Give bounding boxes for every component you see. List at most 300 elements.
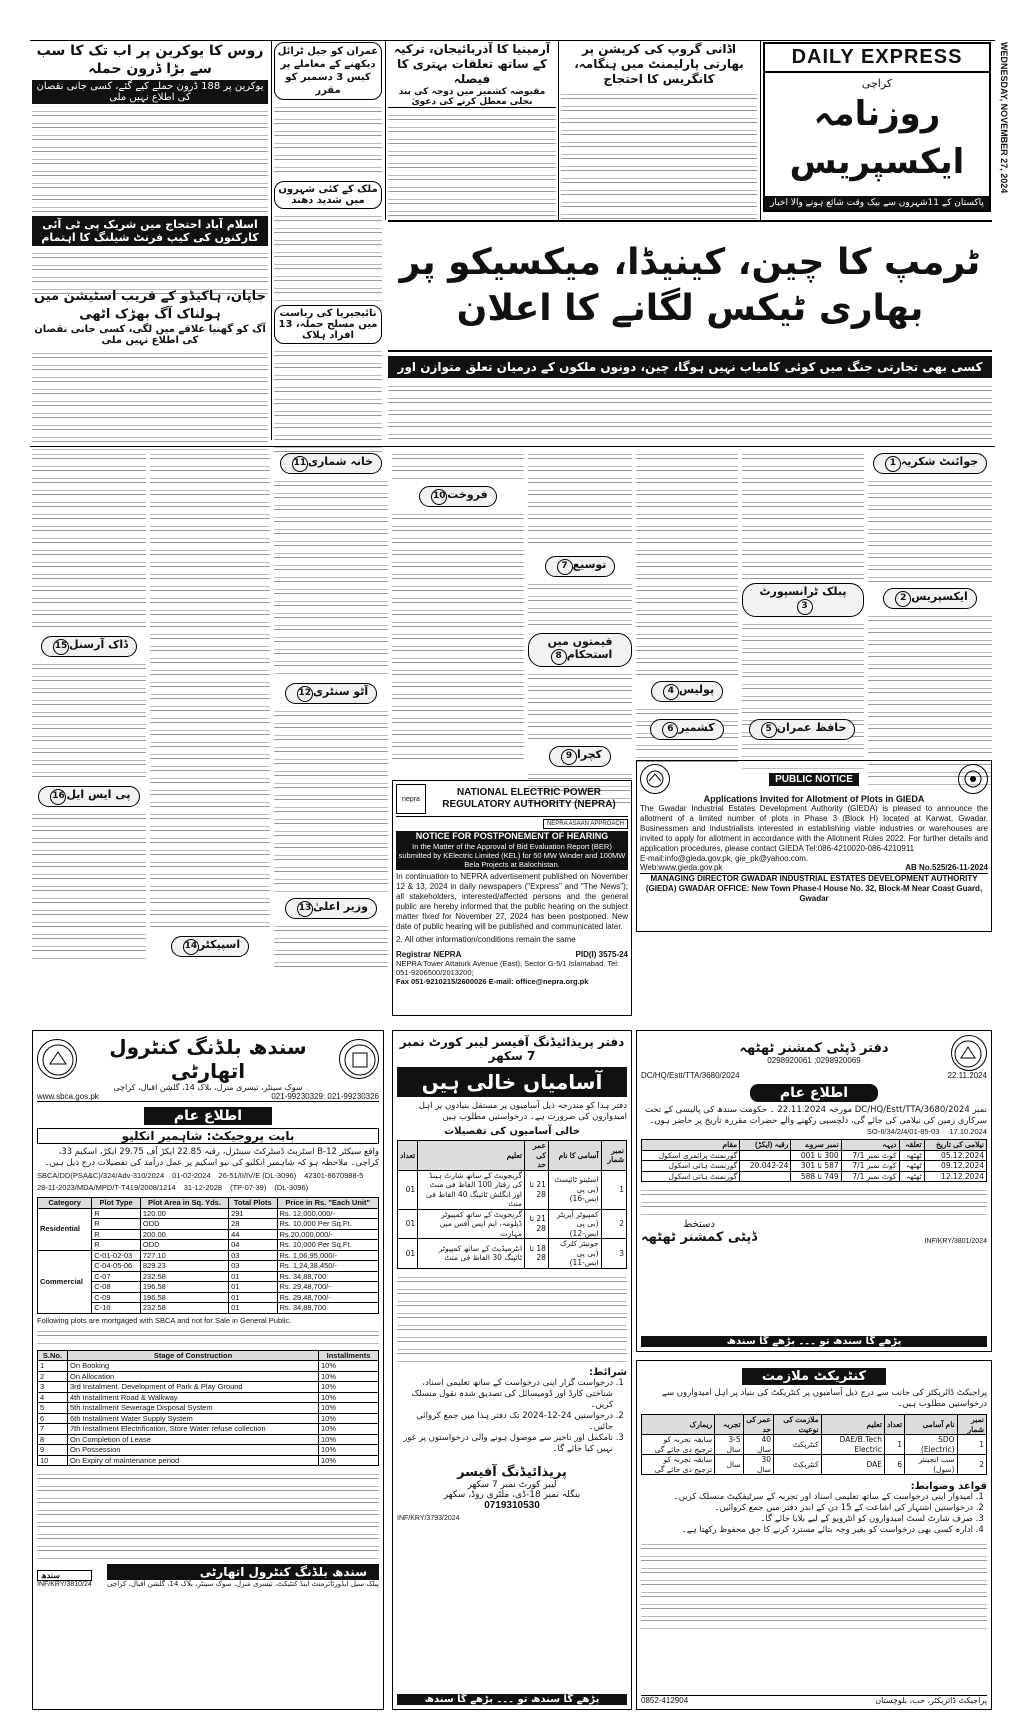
table-cell: 1 [601,1170,626,1209]
thatta-signature: دستخط [683,1219,715,1230]
table-cell: 21 تا 28 [525,1209,549,1239]
table-cell: ٹھٹھہ [899,1161,924,1172]
category-cell: Commercial [38,1250,92,1313]
sbca-notice: اطلاع عام [144,1107,272,1125]
table-cell: Rs.20,000,000/- [277,1229,379,1240]
section-rule [30,446,995,447]
table-cell: 727.10 [140,1250,228,1261]
contract-jobs-ad [636,1360,992,1710]
table-cell: 749 تا 588 [791,1171,841,1182]
table-cell: کنٹریکٹ [774,1435,822,1455]
body-text [32,810,146,960]
table-cell [740,1150,791,1161]
nepra-notice: NOTICE FOR POSTPONEMENT OF HEARING [396,831,628,841]
body-text [742,450,864,580]
body-text [868,477,992,582]
table-header: تعلیم [821,1415,884,1435]
sbca-phone: 021-99230329: 021-99230326 [271,1092,379,1101]
sbca-inf: INF/KRY/3810/24 [37,1581,92,1588]
table-cell: On Expiry of maintenance period [68,1455,319,1466]
table-header: ملازمت کی نوعیت [774,1415,822,1435]
body-text [392,510,524,765]
nepra-pid: PID(I) 3575-24 [575,950,628,959]
table-cell: 3-5 سال [715,1435,743,1455]
continuation-column [274,450,388,967]
body-text [150,450,270,930]
subhead: آگ کو گھنیا علاقے میں لگی، کسی جانی نقصان کی اطلاع نہیں ملی [34,324,266,346]
table-cell: کمپیوٹر آپریٹر (بی پی ایس-12) [548,1209,601,1239]
contract-title: کنٹریکٹ ملازمت [742,1368,886,1385]
table-cell: On Booking [68,1361,319,1372]
table-cell: Rs. 10,000 Per Sq.Ft. [277,1240,379,1251]
table-cell: گریجویٹ کے ساتھ کمپیوٹر ڈپلومہ، ایم ایس آفس میں مہارت [418,1209,525,1239]
table-cell: SDO (Electric) [905,1435,958,1455]
table-cell: Rs. 34,88,700 [277,1303,379,1314]
table-row [398,1209,627,1239]
table-cell: C-10 [92,1303,141,1314]
sbca-ref-codes [37,1171,379,1193]
gieda-logo-icon [640,764,670,794]
table-cell: 196.58 [140,1292,228,1303]
table-header: نیلامی کی تاریخ [924,1140,986,1151]
sukkur-intro: دفتر ہذا کو مندرجہ ذیل آسامیوں پر مستقل بنیادوں پر اہل امیدواروں کی ضرورت ہے۔ درخواستیں مطلوب ہیں [418,1101,627,1122]
table-cell [740,1171,791,1182]
continuation-label: قیمتوں میں استحکام8 [528,633,632,667]
table-cell: Rs. 1,24,38,450/- [277,1261,379,1272]
table-cell: 2 [38,1371,68,1382]
table-cell: 18 تا 28 [525,1239,549,1269]
table-cell: R [92,1219,141,1230]
masthead-tagline: پاکستان کے 11شہروں سے بیک وقت شائع ہونے والا اخبار [765,196,989,210]
table-cell: ODD [140,1240,228,1251]
table-cell: C-09 [92,1292,141,1303]
table-header: رقبہ (ایکڑ) [740,1140,791,1151]
table-row [38,1208,379,1219]
sbca-web: www.sbca.gos.pk [37,1092,99,1101]
body-text [397,1273,627,1363]
thatta-date: 22.11.2024 [947,1071,987,1080]
body-text [388,111,556,221]
gieda-ab-no: AB No.525/26-11-2024 [905,863,988,872]
lead-body-text [388,382,992,442]
table-cell: 1 [38,1361,68,1372]
table-cell: 7 [38,1424,68,1435]
sukkur-details-title: خالی آسامیوں کی تفصیلات [444,1126,580,1137]
table-cell: 232.58 [140,1271,228,1282]
ref-code: SBCA/DD(PSA&C)/324/Adv-310/2024 [37,1171,165,1180]
continuation-label: پولیس4 [651,681,723,702]
story-adani [561,42,757,220]
table-row [398,1170,627,1209]
gieda-notice [636,760,992,932]
thatta-phone: 0298920069; 0298920061 [767,1056,861,1065]
sukkur-conditions [397,1378,627,1455]
rule-item: 2. درخواستیں اشتہار کی اشاعت کے 15 دن کے اندر دفتر میں جمع کروائیں۔ [641,1503,973,1514]
ref-code: (TP-07-39) [230,1183,267,1192]
body-text [37,1327,379,1347]
sbca-body: واقع سیکٹر 12-B اسٹریٹ ڈسٹرکٹ سینٹرل، رقبہ 22.85 ایکڑ آف 29.75 ایکڑ، اسکیم 33، کراچی۔ ملاحظہ ہو کہ شاہمیر انکلیو کی نیو اسکیم پر عمل درآمد کی تفصیلات درج ذیل ہیں۔ [44,1147,379,1168]
thatta-auction-table [641,1139,987,1182]
subhead: مقبوضہ کشمیر میں ذوجہ کی بند بجلی معطل کرنے کی دعویٰ [388,87,556,108]
table-cell: 10% [319,1455,379,1466]
table-header: Stage of Construction [68,1350,319,1361]
continuation-column [868,450,992,787]
contract-rules-title: قواعد وضوابط: [910,1481,987,1492]
table-row [38,1382,379,1393]
sbca-installment-table [37,1350,379,1467]
table-cell: Rs. 29,48,700/- [277,1282,379,1293]
table-cell: انٹرمیڈیٹ کے ساتھ کمپیوٹر ٹائپنگ 30 الفاظ فی منٹ [418,1239,525,1269]
table-row [38,1392,379,1403]
table-header: ریمارک [642,1415,715,1435]
headline: نائیجیریا کی ریاست میں مسلح حملہ، 13 افراد ہلاک [274,305,382,344]
table-cell: گورنمنٹ پرائمری اسکول [642,1150,740,1161]
table-header: Category [38,1198,92,1209]
table-row [38,1403,379,1414]
sbca-ad [32,1030,384,1710]
table-cell: 01 [229,1282,277,1293]
table-cell: 21 تا 28 [525,1170,549,1209]
continuation-column [528,450,632,808]
table-cell: 6 [38,1413,68,1424]
table-cell: 01 [398,1239,418,1269]
table-cell: کوٹ نمبر 7/1 [841,1171,899,1182]
lead-headline: ٹرمپ کا چین، کینیڈا، میکسیکو پر بھاری ٹیکس لگانے کا اعلان [399,242,981,329]
thatta-ref-codes [641,1127,987,1136]
table-cell: سابقہ تجربہ کو ترجیح دی جائے گی [642,1435,715,1455]
table-cell: 05.12.2024 [924,1150,986,1161]
ref-code: 01-02-2024 [172,1171,211,1180]
sukkur-phone: 0719310530 [484,1499,540,1511]
table-row [642,1455,987,1475]
table-header: دیہہ [841,1140,899,1151]
table-header: Price in Rs. "Each Unit" [277,1198,379,1209]
rule-item: 4. ادارہ کسی بھی درخواست کو بغیر وجہ بتائے مسترد کرنے کا حق محفوظ رکھتا ہے۔ [641,1525,973,1536]
table-cell: 196.58 [140,1282,228,1293]
table-cell: C-04-05-06 [92,1261,141,1272]
sindh-emblem-icon [37,1039,77,1079]
issue-date: WEDNESDAY, NOVEMBER 27, 2024 [999,42,1009,194]
body-text [274,103,382,178]
masthead-title-ur: روزنامہ ایکسپریس [789,94,965,182]
continuation-label: پبلک ٹرانسپورٹ3 [742,583,864,617]
condition-item: 1. درخواست گزار اپنی درخواست کے ساتھ تعلیمی اسناد، شناختی کارڈ اور ڈومیسائل کی تصدیق شدہ نقول منسلک کریں۔ [397,1378,613,1411]
table-row [38,1424,379,1435]
table-cell: On Completion of Lease [68,1434,319,1445]
table-row [38,1445,379,1456]
table-row [642,1435,987,1455]
table-cell: Rs. 10,000 Per Sq.Ft. [277,1219,379,1230]
body-text [37,1470,379,1560]
table-cell: 30 سال [743,1455,773,1475]
table-cell: R [92,1229,141,1240]
gieda-footer: MANAGING DIRECTOR GWADAR INDUSTRIAL ESTATES DEVELOPMENT AUTHORITY (GIEDA) GWADAR OFFICE: New Town Phase-I House No. 32, Block-M Near Coast Guard, Gwadar [640,873,988,904]
sbca-mortgage-note: Following plots are mortgaged with SBCA and not for Sale in General Public. [37,1315,292,1325]
body-text [636,450,738,675]
sbca-sindh-badge: سندھ [37,1570,92,1581]
nepra-badge: NEPRA ASAAN APPROACH [543,819,628,829]
table-cell: 03 [229,1250,277,1261]
table-cell: سابقہ تجربہ کو ترجیح دی جائے گی [642,1455,715,1475]
table-cell: 01 [229,1303,277,1314]
sukkur-inf: INF/KRY/3793/2024 [397,1514,460,1522]
table-header: عمر کی حد [525,1141,549,1171]
sukkur-footer: پڑھے گا سندھ تو ۔۔۔ بڑھے گا سندھ [397,1694,627,1705]
nepra-address: NEPRA Tower Attaturk Avenue (East), Sector G-5/1 Islamabad. Tel: 051-9206500/2013200; [396,959,620,977]
story-armenia [388,42,556,221]
table-row [642,1161,987,1172]
table-header: Plot Type [92,1198,141,1209]
continuation-label: کشمیر6 [650,719,723,740]
table-cell: 829.23 [140,1261,228,1272]
table-cell: 09.12.2024 [924,1161,986,1172]
masthead-city: کراچی [861,77,893,90]
category-cell: Residential [38,1208,92,1250]
table-row [38,1371,379,1382]
continuation-label: توسیع7 [545,556,616,577]
nepra-fax: Fax 051-9210215/2600026 E-mail: office@nepra.org.pk [396,977,589,986]
table-header: عمر کی حد [743,1415,773,1435]
sbca-title: سندھ بلڈنگ کنٹرول اتھارٹی [109,1035,307,1083]
body-text [274,477,388,677]
ref-code: 01-85-03/SO-II/34/2/4 [866,1127,940,1136]
nepra-registrar: Registrar NEPRA [396,950,462,959]
table-cell: کنٹریکٹ [774,1455,822,1475]
contract-footer-ur: پراجیکٹ ڈائریکٹر، حب، بلوچستان [875,1696,987,1705]
table-row [398,1239,627,1269]
body-text [32,450,146,630]
table-header: نام آسامی [905,1415,958,1435]
nepra-body: In continuation to NEPRA advertisement published on November 12 & 13, 2024 in daily newspapers ("Express" and "The News"); all stakeholders, interested/affected persons and the general public are hereby informed that the public hearing on the subject matter fixed for November 27, 2024 has been postponed. New date of public hearing will be published and communicated later. [396,872,628,931]
body-text [641,1186,987,1216]
headline: عمران کو جیل ٹرائل دیکھنے کے معاملے پر کیس 3 دسمبر کو مقرر [274,42,382,100]
table-cell: 2 [601,1209,626,1239]
sbca-plot-table [37,1197,379,1314]
table-header: آسامی کا نام [548,1141,601,1171]
contract-phone: 0852-412904 [641,1696,689,1705]
thatta-footer: پڑھے گا سندھ تو ۔۔۔ بڑھے گا سندھ [641,1336,987,1347]
headline: آرمینیا کا آذربائیجان، ترکیہ کے ساتھ تعلقات بہتری کا فیصلہ [393,42,551,86]
table-cell: On Allocation [68,1371,319,1382]
nepra-matter: In the Matter of the Approval of Bid Evaluation Report (BER) submitted by KElectric Limited (KEL) for 50 MW Winder and 100MW Bela Projects at Balochistan. [396,841,628,870]
thatta-inf: INF/KRY/3801/2024 [924,1238,987,1245]
table-cell: گریجویٹ کے ساتھ شارٹ ہینڈ کی رفتار 100 الفاظ فی منٹ اور انگلش ٹائپنگ 40 الفاظ فی منٹ [418,1170,525,1209]
body-text [561,90,757,220]
table-header: Installments [319,1350,379,1361]
body-text [274,707,388,892]
gieda-web: Web:www.gieda.gov.pk [640,863,723,872]
table-header: نمبر سروے [791,1140,841,1151]
body-text [32,660,146,780]
table-row [642,1171,987,1182]
table-cell: 10% [319,1434,379,1445]
table-cell: 3rd Instalment. Development of Park & Play Ground [68,1382,319,1393]
table-cell: DAE/B.Tech Electric [821,1435,884,1455]
table-cell: 9 [38,1445,68,1456]
condition-item: 3. نامکمل اور تاخیر سے موصول ہونے والی درخواستوں پر غور نہیں کیا جائے گا۔ [397,1433,613,1455]
nepra-title: NATIONAL ELECTRIC POWER REGULATORY AUTHORITY (NEPRA) [442,787,616,810]
table-cell: 2 [957,1455,986,1475]
table-row [38,1250,379,1261]
balochistan-emblem-icon [958,764,988,794]
table-cell: 200.00 [140,1229,228,1240]
body-text [528,580,632,630]
headline: روس کا یوکرین پر اب تک کا سب سے بڑا ڈرون حملہ [36,43,264,77]
table-cell: 10% [319,1403,379,1414]
nepra-logo-icon: nepra [396,784,426,814]
table-header: تجربہ [715,1415,743,1435]
headline: اسلام آباد احتجاج میں شریک پی ٹی آئی کارکنوں کی کیپ فرنٹ شیلنگ کا اہتمام [32,216,268,246]
table-cell: 10% [319,1361,379,1372]
thatta-dc: ڈپٹی کمشنر ٹھٹھہ [641,1230,758,1245]
lead-subhead: کسی بھی تجارتی جنگ میں کوئی کامیاب نہیں ہوگا، چین، دونوں ملکوں کے درمیان تعلق متوازن اور [388,356,992,378]
headline: جاپان، ہاکیڈو کے قریب اسٹیشن میں ہولناک آگ بھڑک اٹھی [34,289,266,322]
table-header: S.No. [38,1350,68,1361]
continuation-column [150,450,270,957]
column-rule [271,40,272,440]
table-cell: C-07 [92,1271,141,1282]
table-header: نمبر شمار [957,1415,986,1435]
table-cell: سب انجینئر (سول) [905,1455,958,1475]
continuation-label: خانہ شماری11 [280,453,382,474]
table-cell: Rs. 34,88,700 [277,1271,379,1282]
table-cell: ODD [140,1219,228,1230]
story-japan [32,288,268,451]
table-cell: DAE [821,1455,884,1475]
body-text [641,1540,987,1630]
table-cell: 10% [319,1445,379,1456]
top-rule [30,40,995,41]
column-rule [760,40,761,220]
table-cell: C-08 [92,1282,141,1293]
continuation-label: آٹو سنٹری12 [285,683,377,704]
story-russia [32,42,268,227]
continuation-label: فروخت10 [419,486,496,507]
thatta-dc-ad [636,1030,992,1352]
gieda-title: Applications Invited for Allotment of Plots in GIEDA [703,794,925,804]
table-cell: 291 [229,1208,277,1219]
sukkur-vacancy-ad [392,1030,632,1710]
contract-rules [641,1492,987,1536]
body-text [274,922,388,967]
table-cell: 10% [319,1413,379,1424]
table-cell: 20.042-24 [740,1161,791,1172]
sukkur-vacancy-table [397,1140,627,1269]
continuation-column [742,716,862,740]
body-text [274,212,382,302]
continuation-label: ایکسپریس2 [883,588,977,609]
table-cell: 300 تا 001 [791,1150,841,1161]
table-row [38,1361,379,1372]
table-header: نمبر شمار [601,1141,626,1171]
sbca-project: بابت پروجیکٹ: شاہمیر انکلیو [37,1128,379,1144]
rule-item: 3. صرف شارٹ لسٹ امیدواروں کو انٹرویو کے لیے بلایا جائے گا۔ [641,1514,973,1525]
table-cell: 587 تا 301 [791,1161,841,1172]
table-cell: 8 [38,1434,68,1445]
table-cell: 04 [229,1240,277,1251]
table-cell: 1 [957,1435,986,1455]
table-header: تعداد [398,1141,418,1171]
continuation-label: اسپیکٹر14 [171,936,249,957]
body-text [392,450,524,480]
continuation-label: پی ایس ایل16 [38,786,139,807]
headline: اڈانی گروپ کی کرپشن پر بھارتی پارلیمنٹ میں ہنگامہ، کانگریس کا احتجاج [574,42,744,86]
table-cell: کوٹ نمبر 7/1 [841,1161,899,1172]
sukkur-conditions-title: شرائط: [589,1366,627,1378]
thatta-notice: اطلاع عام [750,1084,878,1102]
sukkur-address: بنگلہ نمبر 18-ڈی، ملٹری روڈ، سکھر [443,1489,581,1500]
nepra-body-2: 2. All other information/conditions remain the same [396,935,576,944]
continuation-label: کچرا9 [549,746,611,767]
table-cell: 4 [38,1392,68,1403]
table-cell: ٹھٹھہ [899,1171,924,1182]
lead-headline-box [388,220,992,352]
headline: ملک کے کئی شہروں میں شدید دھند [274,181,382,209]
table-cell: 10% [319,1424,379,1435]
body-text [274,347,382,452]
table-cell: 120.00 [140,1208,228,1219]
table-row [38,1434,379,1445]
table-cell: 01 [398,1209,418,1239]
table-cell: گورنمنٹ ہائی اسکول [642,1161,740,1172]
table-cell: گورنمنٹ ہائی اسکول [642,1171,740,1182]
thatta-body: نمبر DC/HQ/Estt/TTA/3680/2024 مورخہ 22.11.2024 ۔ حکومت سندھ کی پالیسی کے تحت سرکاری زمین کی نیلامی کی جائے گی، دلچسپی رکھنے والے حضرات مقررہ تاریخ پر حاضر ہوں۔ [645,1105,987,1126]
table-cell: Rs. 29,48,700/- [277,1292,379,1303]
sbca-footer: سندھ بلڈنگ کنٹرول اتھارٹی [107,1564,379,1580]
continuation-label: وزیر اعلیٰ13 [285,898,377,919]
nepra-ad [392,780,632,1016]
masthead-title-en: DAILY EXPRESS [765,44,989,73]
table-cell: 232.58 [140,1303,228,1314]
table-cell: Rs. 1,06,95,000/- [277,1250,379,1261]
table-header: Total Plots [229,1198,277,1209]
column-rule [558,40,559,220]
masthead-roznama [765,77,989,90]
table-cell: 44 [229,1229,277,1240]
table-cell: R [92,1208,141,1219]
table-cell: C-01-02-03 [92,1250,141,1261]
contract-table [641,1414,987,1475]
table-cell: 6 [885,1455,905,1475]
table-cell: جونیئر کلرک (بی پی ایس-11) [548,1239,601,1269]
contract-intro: پراجیکٹ ڈائریکٹر کی جانب سے درج ذیل آسامیوں پر کنٹریکٹ کی بنیاد پر اہل امیدواروں سے درخواستیں مطلوب ہیں۔ [661,1388,987,1409]
table-cell: 10% [319,1392,379,1403]
body-text [32,107,268,227]
ref-code: 42301-8670988-5 [304,1171,364,1180]
table-cell: On Possession [68,1445,319,1456]
sukkur-signature-sub: لیبر کورٹ نمبر 7 سکھر [467,1479,557,1490]
table-row [38,1413,379,1424]
table-header: تعلیم [418,1141,525,1171]
continuation-column [32,450,146,960]
body-text [32,349,268,451]
ref-code: 31-12-2028 [183,1183,223,1192]
sukkur-office: دفتر پریذائیڈنگ آفیسر لیبر کورٹ نمبر 7 سکھر [399,1035,625,1063]
table-cell: 1 [885,1435,905,1455]
sindh-emblem-icon [951,1035,987,1071]
table-cell: 10 [38,1455,68,1466]
gieda-public-notice: PUBLIC NOTICE [769,773,859,786]
table-cell: 3 [601,1239,626,1269]
table-row [38,1455,379,1466]
gieda-body: The Gwadar Industrial Estates Development Authority (GIEDA) is pleased to announce the allotment of a limited number of plots in Phase 3 (Block H) located at Karwat, Gwadar. Businessmen and industrialists interested in establishing viable industries or warehouses are invited to apply for allotment in accordance with the Allotment Rules 2022. For further details and application procedures, please contact GIEDA Tel:086-4210020-086-4210911 [640,804,988,853]
continuation-label: جوائنٹ شکریہ1 [873,453,987,474]
continuation-column [392,450,524,765]
table-cell: 10% [319,1371,379,1382]
table-cell: 12.12.2024 [924,1171,986,1182]
table-header: تعداد [885,1415,905,1435]
table-cell: 28 [229,1219,277,1230]
